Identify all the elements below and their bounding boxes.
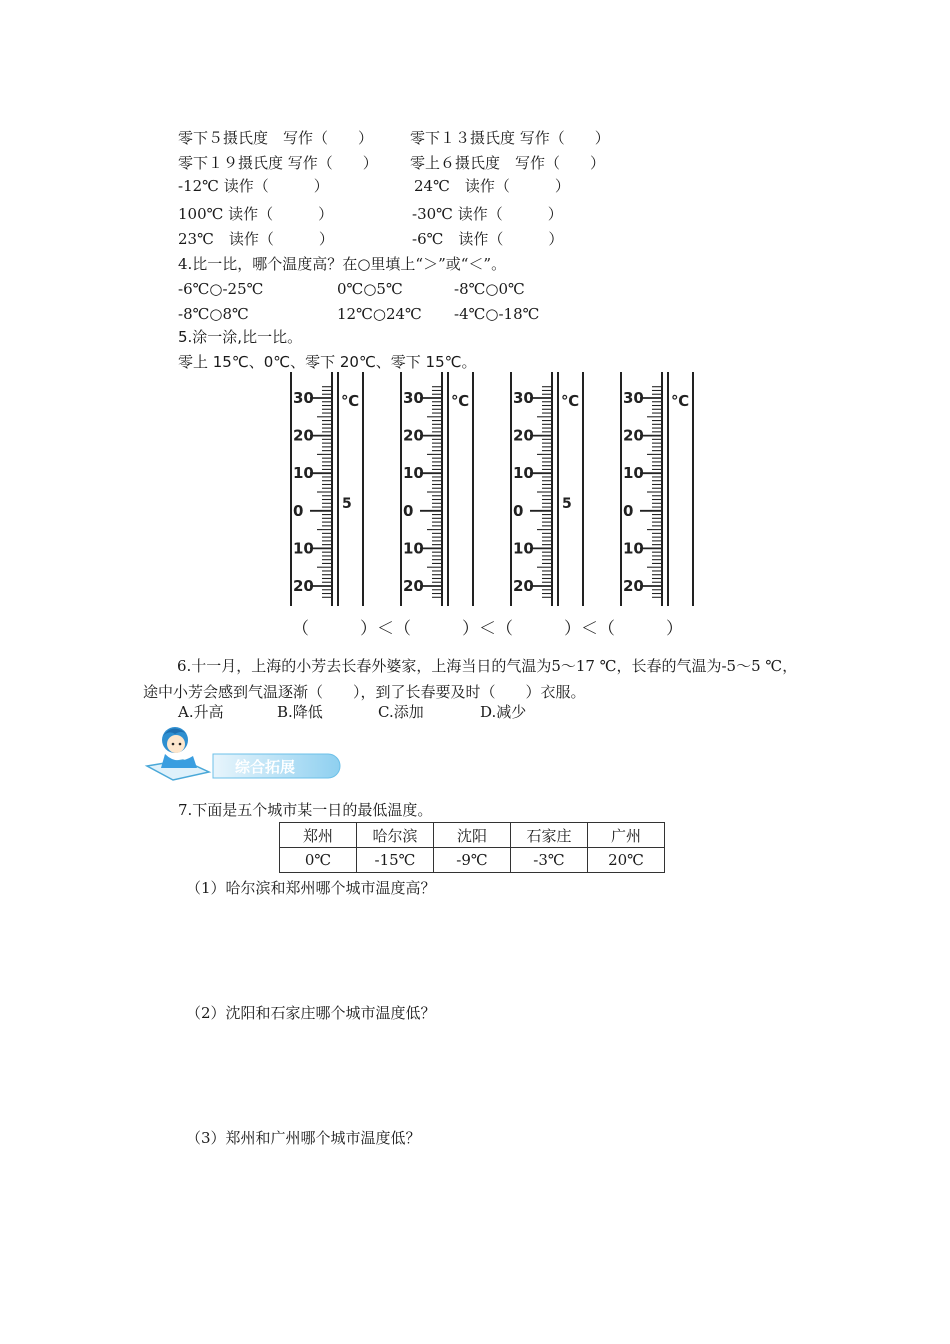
thermometer-group — [285, 372, 705, 612]
q7-sub2: （2）沈阳和石家庄哪个城市温度低？ — [186, 1004, 436, 1022]
q3-row4-left: 100℃ 读作（ ） — [178, 205, 334, 223]
q6-option-d: D.减少 — [480, 703, 527, 721]
city-cell: 郑州 — [280, 823, 357, 848]
q7-sub1: （1）哈尔滨和郑州哪个城市温度高？ — [186, 879, 436, 897]
city-cell: 石家庄 — [511, 823, 588, 848]
scale-tick-label: 20 — [293, 426, 314, 445]
q4-r2-c: -4℃○-18℃ — [454, 305, 540, 323]
q6-text: 6.十一月，上海的小芳去长春外婆家，上海当日的气温为5～17 ℃，长春的气温为-5～5 ℃，途中小芳会感到气温逐渐（ ），到了长春要及时（ ）衣服。 — [143, 657, 798, 701]
q7-title: 7.下面是五个城市某一日的最低温度。 — [178, 801, 433, 819]
unit-label: ℃ — [561, 392, 580, 410]
city-cell: 沈阳 — [434, 823, 511, 848]
q6-option-b: B.降低 — [277, 703, 323, 721]
unit-label: ℃ — [341, 392, 360, 410]
city-temperature-table — [279, 822, 665, 873]
scale-tick-label: 10 — [513, 464, 534, 483]
q3-row1-right: 零下１３摄氏度 写作（ ） — [410, 129, 610, 147]
scale-tick-label: 30 — [623, 389, 644, 407]
q4-r2-b: 12℃○24℃ — [337, 305, 422, 323]
scale-tick-label: 30 — [513, 389, 534, 407]
q3-row1-left: 零下５摄氏度 写作（ ） — [178, 129, 374, 147]
q4-title: 4.比一比，哪个温度高？在○里填上“＞”或“＜”。 — [178, 255, 507, 273]
q6-option-a: A.升高 — [178, 703, 224, 721]
section-banner — [143, 722, 343, 784]
table-row — [280, 848, 665, 873]
scale-tick-label: 20 — [403, 426, 424, 445]
side-mark-label: 5 — [342, 496, 352, 512]
scale-tick-label: 20 — [403, 577, 424, 595]
temp-cell: 20℃ — [588, 848, 665, 873]
q3-row2-left: 零下１９摄氏度 写作（ ） — [178, 154, 378, 172]
banner-label: 综合拓展 — [235, 758, 296, 776]
q7-sub3: （3）郑州和广州哪个城市温度低？ — [186, 1129, 421, 1147]
q3-row4-right: -30℃ 读作（ ） — [412, 205, 563, 223]
q4-r1-b: 0℃○5℃ — [337, 280, 403, 298]
table-row — [280, 823, 665, 848]
scale-tick-label: 0 — [623, 501, 634, 520]
q4-r1-a: -6℃○-25℃ — [178, 280, 264, 298]
scale-tick-label: 0 — [293, 501, 304, 520]
q5-subtitle: 零上 15℃、0℃、零下 20℃、零下 15℃。 — [178, 353, 477, 371]
scale-tick-label: 10 — [403, 539, 424, 558]
unit-label: ℃ — [451, 392, 470, 410]
scale-tick-label: 20 — [513, 577, 534, 595]
side-mark-label: 5 — [562, 496, 572, 512]
q3-row3-left: -12℃ 读作（ ） — [178, 177, 329, 195]
q6-option-c: C.添加 — [378, 703, 424, 721]
scale-tick-label: 20 — [623, 577, 644, 595]
scale-tick-label: 20 — [513, 426, 534, 445]
scale-tick-label: 10 — [623, 464, 644, 483]
temp-cell: -3℃ — [511, 848, 588, 873]
scale-tick-label: 10 — [293, 539, 314, 558]
scale-tick-label: 30 — [293, 389, 314, 407]
city-cell: 哈尔滨 — [357, 823, 434, 848]
q4-r2-a: -8℃○8℃ — [178, 305, 249, 323]
q3-row3-right: 24℃ 读作（ ） — [414, 177, 570, 195]
scale-tick-label: 10 — [513, 539, 534, 558]
temp-cell: 0℃ — [280, 848, 357, 873]
city-cell: 广州 — [588, 823, 665, 848]
reading-child-icon — [147, 727, 209, 780]
scale-tick-label: 30 — [403, 389, 424, 407]
scale-tick-label: 0 — [403, 501, 414, 520]
thermometers-svg — [285, 372, 705, 612]
q3-row5-left: 23℃ 读作（ ） — [178, 230, 334, 248]
temp-cell: -15℃ — [357, 848, 434, 873]
scale-tick-label: 20 — [293, 577, 314, 595]
temp-cell: -9℃ — [434, 848, 511, 873]
scale-tick-label: 0 — [513, 501, 524, 520]
scale-tick-label: 10 — [403, 464, 424, 483]
q5-title: 5.涂一涂,比一比。 — [178, 328, 303, 346]
q3-row2-right: 零上６摄氏度 写作（ ） — [410, 154, 606, 172]
unit-label: ℃ — [671, 392, 690, 410]
scale-tick-label: 10 — [623, 539, 644, 558]
q4-r1-c: -8℃○0℃ — [454, 280, 525, 298]
comparison-blanks: （ ）＜（ ）＜（ ）＜（ ） — [292, 619, 683, 639]
scale-tick-label: 10 — [293, 464, 314, 483]
q3-row5-right: -6℃ 读作（ ） — [412, 230, 564, 248]
scale-tick-label: 20 — [623, 426, 644, 445]
